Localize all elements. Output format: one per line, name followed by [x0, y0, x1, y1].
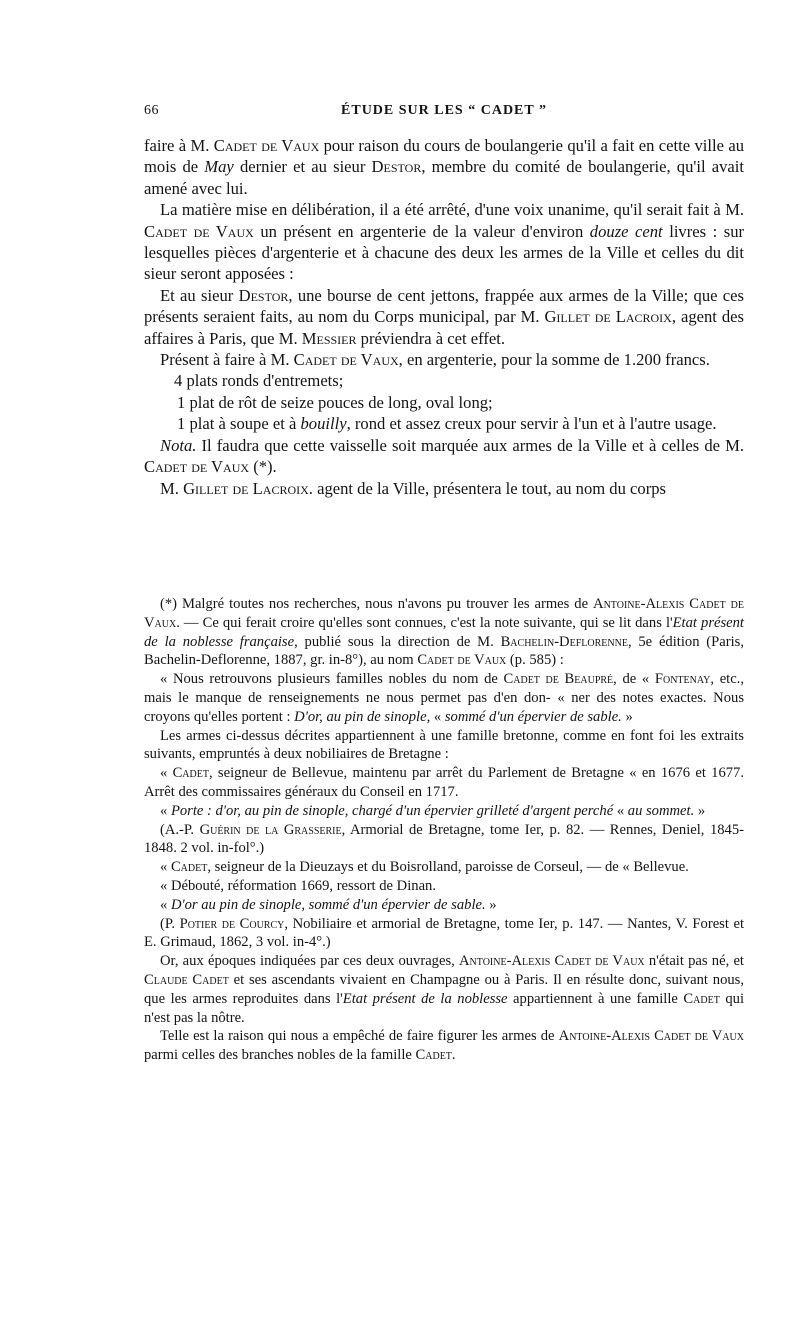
- text-run: faire à M.: [144, 136, 214, 155]
- person-name: Bachelin-Deflorenne: [500, 633, 628, 650]
- person-name: Cadet de Vaux: [213, 136, 320, 155]
- text-run: «: [613, 802, 628, 819]
- person-name: Cadet: [170, 859, 208, 876]
- paragraph: [144, 135, 744, 199]
- text-run: , etc., mais le manque de renseignements ne nous permet pas d'en don- « ner des notes exactes. Nous croyons qu'elles portent :: [144, 671, 744, 725]
- text-run: «: [160, 896, 171, 913]
- text-run: pour raison du cours de boulangerie qu'il a fait en cette ville au mois de: [144, 136, 744, 177]
- italic-text: au sommet.: [627, 802, 695, 819]
- page-number: 66: [144, 103, 159, 118]
- text-run: (*) Malgré toutes nos recherches, nous n'avons pu trouver les armes de: [160, 596, 594, 612]
- person-name: Antoine-Alexis Cadet de Vaux: [459, 953, 645, 970]
- text-run: «: [160, 859, 171, 876]
- paragraph: [144, 349, 744, 370]
- italic-text: bouilly: [300, 414, 347, 434]
- text-run: (p. 585) :: [506, 652, 564, 669]
- footnote-quote: [144, 858, 744, 877]
- text-run: n'était pas né, et: [644, 953, 744, 970]
- italic-text: douze cent: [589, 221, 663, 241]
- text-run: Il faudra que cette vaisselle soit marquée aux armes de la Ville et à celles de M.: [196, 435, 744, 455]
- person-name: Cadet de Vaux: [417, 652, 507, 669]
- footnotes: [144, 595, 744, 1065]
- footnote-paragraph: Les armes ci-dessus décrites appartiennent à une famille bretonne, comme en font foi les extraits suivants, empruntés à deux nobiliaires de Bretagne :: [144, 727, 744, 763]
- text-run: parmi celles des branches nobles de la famille: [144, 1047, 416, 1064]
- footnote-quote: [144, 802, 744, 821]
- text-run: »: [485, 896, 497, 913]
- person-name: Antoine-Alexis Cadet de Vaux: [144, 596, 744, 631]
- text-run: , rond et assez creux pour servir à l'un et à l'autre usage.: [346, 414, 717, 434]
- text-run: . — Ce qui ferait croire qu'elles sont connues, c'est la note suivante, qui se lit dans l': [176, 614, 673, 631]
- text-run: Et au sieur: [160, 285, 239, 305]
- footnote-citation: [144, 821, 744, 859]
- person-name: Cadet: [415, 1047, 452, 1064]
- person-name: Cadet de Vaux: [144, 457, 250, 477]
- person-name: Messier: [301, 328, 357, 348]
- text-run: M.: [160, 478, 184, 498]
- italic-text: Nota.: [160, 435, 197, 455]
- text-run: Telle est la raison qui nous a empêché de faire figurer les armes de: [160, 1028, 559, 1045]
- running-head: [144, 103, 744, 123]
- person-name: Fontenay: [654, 671, 711, 688]
- person-name: Cadet: [172, 765, 209, 782]
- italic-text: Etat présent de la noblesse: [342, 990, 508, 1007]
- text-run: »: [621, 708, 633, 725]
- text-run: appartiennent à une famille: [507, 990, 684, 1007]
- person-name: Cadet de Vaux: [144, 221, 254, 241]
- text-run: qui n'est pas la nôtre.: [144, 990, 744, 1026]
- footnote-citation: [144, 915, 744, 953]
- text-run: . agent de la Ville, présentera le tout, au nom du corps: [308, 478, 666, 498]
- person-name: Guérin de la Grasserie: [199, 821, 342, 838]
- text-run: (*).: [249, 457, 277, 477]
- text-run: « Nous retrouvons plusieurs familles nobles du nom de: [160, 671, 504, 688]
- person-name: Potier de Courcy: [179, 915, 285, 932]
- main-text: [144, 135, 744, 499]
- footnote-quote: [144, 896, 744, 915]
- person-name: Antoine-Alexis Cadet de Vaux: [558, 1028, 744, 1045]
- text-run: , membre du comité de boulangerie, qu'il avait amené avec lui.: [144, 157, 744, 198]
- person-name: Cadet: [683, 990, 720, 1007]
- italic-text: D'or, au pin de sinople,: [294, 708, 431, 725]
- text-run: un présent en argenterie de la valeur d'environ: [253, 221, 590, 241]
- person-name: Destor: [238, 285, 289, 305]
- text-run: préviendra à cet effet.: [356, 328, 506, 348]
- text-run: , Armorial de Bretagne, tome Ier, p. 82. — Rennes, Deniel, 1845-1848. 2 vol. in-fol°.): [144, 821, 745, 857]
- text-run: , Nobiliaire et armorial de Bretagne, tome Ier, p. 147. — Nantes, V. Forest et E. Grimaud, 1862, 3 vol. in-4°.): [144, 915, 745, 951]
- paragraph: [144, 285, 744, 349]
- footnote-quote: [144, 764, 744, 802]
- text-run: 1 plat à soupe et à: [177, 414, 301, 434]
- text-run: dernier et au sieur: [233, 157, 372, 177]
- person-name: Destor: [371, 157, 422, 177]
- list-item: 1 plat de rôt de seize pouces de long, oval long;: [177, 392, 493, 412]
- text-run: (P.: [160, 915, 180, 932]
- running-title: ÉTUDE SUR LES “ CADET ”: [341, 103, 547, 118]
- paragraph: [144, 478, 744, 499]
- italic-text: sommé d'un épervier de sable.: [444, 708, 622, 725]
- italic-text: Etat présent de la noblesse française: [144, 614, 744, 650]
- text-run: La matière mise en délibération, il a été arrêté, d'une voix unanime, qu'il serait fait à M.: [160, 200, 744, 220]
- text-run: «: [430, 708, 445, 725]
- text-run: .: [451, 1047, 456, 1064]
- text-run: (A.-P.: [160, 821, 200, 838]
- person-name: Cadet de Vaux: [293, 350, 399, 370]
- text-run: , une bourse de cent jettons, frappée aux armes de la Ville; que ces présents seraient faits, au nom du Corps municipal, par M.: [144, 285, 744, 327]
- text-run: , en argenterie, pour la somme de 1.200 francs.: [398, 350, 710, 370]
- footnote-quote: « Débouté, réformation 1669, ressort de Dinan.: [160, 877, 436, 894]
- person-name: Gillet de Lacroix: [544, 307, 672, 327]
- footnote-paragraph: [144, 1027, 744, 1065]
- text-run: , agent des affaires à Paris, que M.: [144, 307, 744, 348]
- text-run: »: [694, 802, 706, 819]
- text-run: livres : sur lesquelles pièces d'argenterie et à chacune des deux les armes de la Ville et celles du dit sieur seront apposées :: [144, 221, 745, 284]
- text-run: , seigneur de la Dieuzays et du Boisrolland, paroisse de Corseul, — de « Bellevue.: [207, 859, 689, 876]
- list-item: [144, 413, 744, 434]
- text-run: , publié sous la direction de M.: [294, 633, 501, 650]
- text-run: et ses ascendants vivaient en Champagne ou à Paris. Il en résulte donc, suivant nous, que les armes reproduites dans l': [144, 971, 744, 1007]
- text-run: , seigneur de Bellevue, maintenu par arrêt du Parlement de Bretagne « en 1676 et 1677. Arrêt des commissaires généraux du Conseil en 1717.: [144, 765, 744, 800]
- italic-text: Porte : d'or, au pin de sinople, chargé d'un épervier grilleté d'argent perché: [170, 802, 614, 819]
- text-run: Présent à faire à M.: [160, 350, 294, 370]
- italic-text: D'or au pin de sinople, sommé d'un épervier de sable.: [170, 896, 486, 913]
- text-run: , 5e édition (Paris, Bachelin-Deflorenne, 1887, gr. in-8°), au nom: [144, 633, 744, 669]
- person-name: Cadet de Beaupré: [503, 671, 614, 688]
- footnote-quote: [144, 670, 744, 726]
- text-run: Or, aux époques indiquées par ces deux ouvrages,: [160, 953, 460, 970]
- text-run: «: [160, 802, 171, 819]
- footnote-paragraph: [144, 952, 744, 1027]
- text-run: , de «: [613, 671, 655, 688]
- footnote-paragraph: [144, 595, 744, 670]
- italic-text: May: [204, 157, 234, 177]
- person-name: Claude Cadet: [144, 971, 229, 988]
- paragraph: [144, 435, 744, 478]
- text-run: «: [160, 765, 173, 782]
- person-name: Gillet de Lacroix: [183, 478, 309, 498]
- paragraph: [144, 199, 744, 285]
- list-item: 4 plats ronds d'entremets;: [174, 371, 344, 391]
